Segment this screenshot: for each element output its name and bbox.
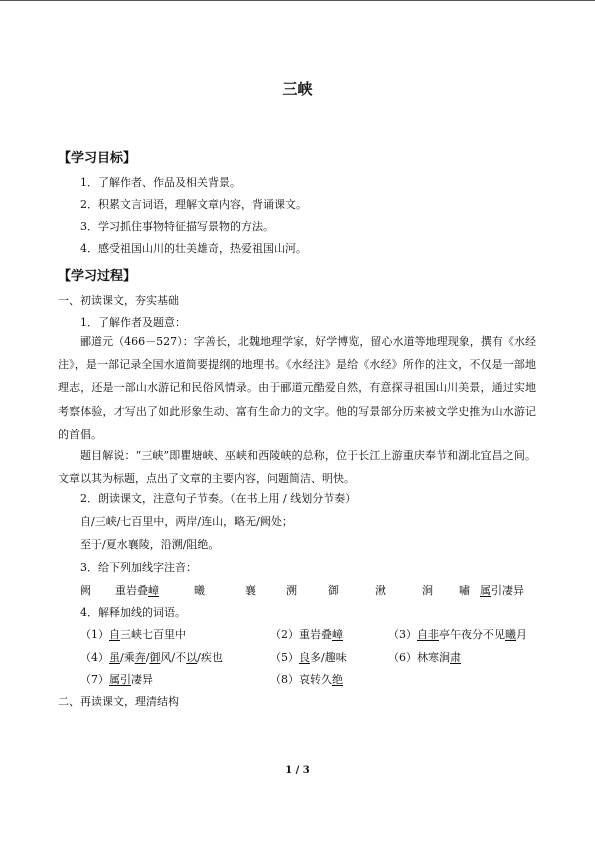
vocab-item-2: （2）重岩叠嶂 bbox=[270, 628, 343, 641]
vocab-item-4: （4）虽/乘奔/御风/不以/疾也 bbox=[80, 651, 223, 664]
phonetic-word: 重岩叠嶂 bbox=[115, 584, 159, 597]
rhythm-line-2: 至于/夏水襄陵，沿溯/阻绝。 bbox=[80, 538, 220, 551]
phonetic-word: 溯 bbox=[286, 584, 297, 597]
rhythm-line-1: 自/三峡/七百里中，两岸/连山，略无/阙处； bbox=[80, 515, 293, 528]
vocab-item-8: （8）哀转久绝 bbox=[270, 673, 343, 686]
phonetic-word: 涧 bbox=[422, 584, 433, 597]
process-heading: 【学习过程】 bbox=[58, 269, 137, 284]
phonetic-word: 襄 bbox=[245, 584, 256, 597]
page-number: 1 / 3 bbox=[285, 765, 310, 776]
item-2-label: 2．朗读课文，注意句子节奏。（在书上用 / 线划分节奏） bbox=[80, 492, 357, 505]
goal-item-4: 4．感受祖国山川的壮美雄奇，热爱祖国山河。 bbox=[80, 242, 307, 255]
vocab-item-1: （1）自三峡七百里中 bbox=[80, 628, 186, 641]
goal-item-3: 3．学习抓住事物特征描写景物的方法。 bbox=[80, 220, 274, 233]
page-title: 三峡 bbox=[282, 80, 313, 98]
author-paragraph: 郦道元（466－527）：字善长，北魏地理学家，好学博览，留心水道等地理现象，撰有《水经注》，是一部记录全国水道简要提纲的地理书。《水经注》是给《水经》所作的注文，不仅是一部地理志，还是一部山水游记和民俗风情录。由于郦道元酷爱自然，有意探寻祖国山川美景，通过实地考察体验，才写出了如此形象生动、富有生命力的文字。他的写景部分历来被文学史推为山水游记的首倡。 bbox=[58, 335, 536, 441]
vocab-item-6: （6）林寒涧肃 bbox=[388, 651, 461, 664]
item-4-label: 4．解释加线的词语。 bbox=[80, 606, 186, 619]
vocab-item-5: （5）良多/趣味 bbox=[270, 651, 347, 664]
vocab-item-3: （3）自非亭午夜分不见曦月 bbox=[388, 628, 527, 641]
goal-item-1: 1．了解作者、作品及相关背景。 bbox=[80, 176, 241, 189]
phonetic-word: 嘯 bbox=[459, 584, 470, 597]
item-1-label: 1．了解作者及题意： bbox=[80, 316, 186, 329]
phonetic-word: 湫 bbox=[375, 584, 386, 597]
part2-heading: 二、再读课文，理清结构 bbox=[58, 695, 179, 708]
goal-item-2: 2．积累文言词语，理解文章内容，背诵课文。 bbox=[80, 198, 307, 211]
phonetic-word: 御 bbox=[328, 584, 339, 597]
phonetic-underlined-char: 嶂 bbox=[148, 584, 159, 597]
vocab-item-7: （7）属引凄异 bbox=[80, 673, 153, 686]
phonetic-word: 曦 bbox=[194, 584, 205, 597]
part1-heading: 一、初读课文，夯实基础 bbox=[58, 294, 179, 307]
top-rule bbox=[0, 0, 595, 1]
phonetic-word: 属引凄异 bbox=[480, 584, 524, 597]
item-3-label: 3．给下列加线字注音： bbox=[80, 561, 197, 574]
goals-heading: 【学习目标】 bbox=[58, 151, 137, 166]
title-explanation-paragraph: 题目解说：“三峡”即瞿塘峡、巫峡和西陵峡的总称，位于长江上游重庆奉节和湖北宜昌之间。文章以其为标题，点出了文章的主要内容，问题简洁、明快。 bbox=[58, 449, 536, 486]
phonetic-word: 阙 bbox=[80, 584, 91, 597]
